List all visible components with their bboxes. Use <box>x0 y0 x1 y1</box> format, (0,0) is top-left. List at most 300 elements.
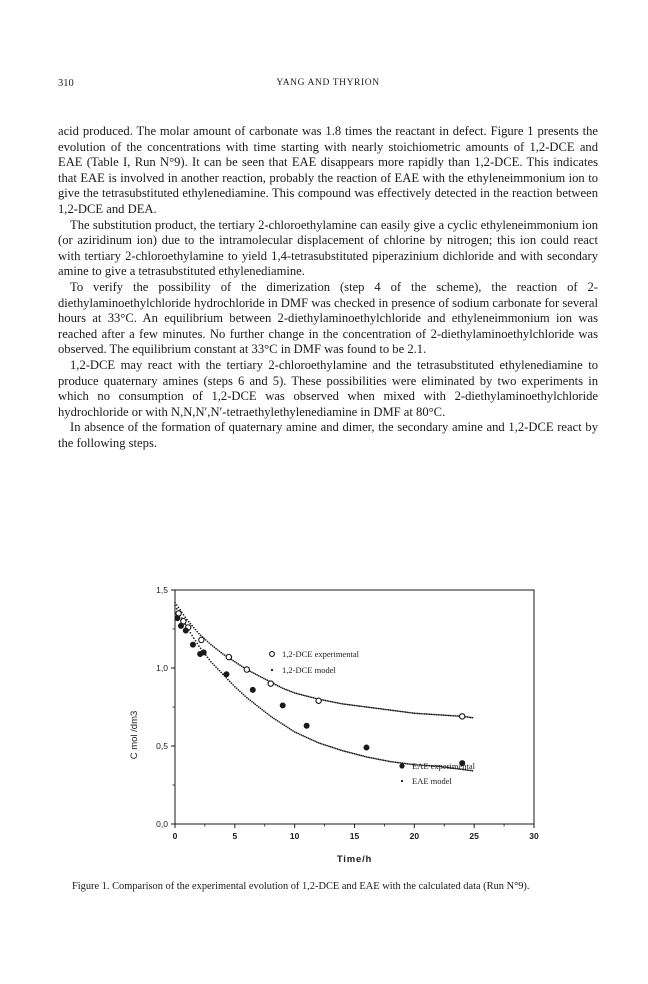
model-dot <box>251 701 253 703</box>
model-dot <box>188 621 190 623</box>
model-dot <box>309 696 311 698</box>
model-dot <box>210 644 212 646</box>
model-dot <box>277 685 279 687</box>
model-dot <box>272 717 274 719</box>
model-dot <box>357 754 359 756</box>
model-dot <box>434 714 436 716</box>
model-dot <box>265 679 267 681</box>
model-dot <box>443 714 445 716</box>
model-dot <box>384 760 386 762</box>
model-dot <box>326 700 328 702</box>
model-dot <box>330 746 332 748</box>
model-dot <box>407 711 409 713</box>
model-dot <box>190 623 192 625</box>
model-dot <box>420 713 422 715</box>
model-dot <box>278 686 280 688</box>
model-dot <box>290 691 292 693</box>
model-dot <box>306 695 308 697</box>
model-dot <box>405 763 407 765</box>
model-dot <box>323 744 325 746</box>
figure-1 <box>112 582 552 872</box>
model-dot <box>210 661 212 663</box>
model-dot <box>352 753 354 755</box>
model-dot <box>174 602 176 604</box>
y-tick-label: 0,5 <box>156 741 168 751</box>
eae-experimental-point <box>183 628 188 633</box>
model-dot <box>413 712 415 714</box>
model-dot <box>302 735 304 737</box>
model-dot <box>360 755 362 757</box>
paragraph-5: In absence of the formation of quaternary amine and dimer, the secondary amine and 1,2-DCE react by the following steps. <box>58 420 598 450</box>
model-dot <box>282 687 284 689</box>
model-dot <box>222 653 224 655</box>
page-header <box>58 78 598 94</box>
model-dot <box>196 631 198 633</box>
model-dot <box>393 761 395 763</box>
model-dot <box>263 710 265 712</box>
model-dot <box>321 743 323 745</box>
model-dot <box>299 733 301 735</box>
model-dot <box>364 706 366 708</box>
model-dot <box>217 668 219 670</box>
model-dot <box>285 726 287 728</box>
model-dot <box>466 716 468 718</box>
concentration-chart <box>112 582 552 872</box>
model-dot <box>470 717 472 719</box>
model-dot <box>190 632 192 634</box>
model-dot <box>229 681 231 683</box>
model-dot <box>360 705 362 707</box>
model-dot <box>275 719 277 721</box>
model-dot <box>343 750 345 752</box>
model-dot <box>313 740 315 742</box>
dce-experimental-point <box>244 667 249 672</box>
model-dot <box>289 690 291 692</box>
model-dot <box>290 729 292 731</box>
model-dot <box>366 706 368 708</box>
model-dot <box>232 684 234 686</box>
model-dot <box>213 646 215 648</box>
model-dot <box>429 713 431 715</box>
eae-experimental-point <box>175 615 180 620</box>
model-dot <box>191 635 193 637</box>
eae-experimental-point <box>304 723 309 728</box>
model-dot <box>432 714 434 716</box>
model-dot <box>191 625 193 627</box>
model-dot <box>287 689 289 691</box>
model-dot <box>236 662 238 664</box>
y-tick-label: 1,0 <box>156 663 168 673</box>
model-dot <box>424 713 426 715</box>
model-dot <box>326 745 328 747</box>
model-dot <box>403 711 405 713</box>
paragraph-4: 1,2-DCE may react with the tertiary 2-chloroethylamine and the tetrasubstituted ethylenediamine to produce quaternary amines (steps 6 and 5). These possibilities were eliminated by two experiments in which no consumption of 1,2-DCE was observed when mixed with 2-diethylaminoethylchloride hydrochloride or with N,N,N′,N′-tetraethylethylenediamine in DMF at 80°C. <box>58 357 598 419</box>
model-dot <box>431 714 433 716</box>
model-dot <box>335 748 337 750</box>
model-dot <box>371 757 373 759</box>
model-dot <box>325 700 327 702</box>
model-dot <box>472 717 474 719</box>
model-dot <box>307 696 309 698</box>
model-dot <box>200 648 202 650</box>
model-dot <box>422 713 424 715</box>
dce-experimental-point <box>268 681 273 686</box>
model-dot <box>419 713 421 715</box>
model-dot <box>398 762 400 764</box>
model-dot <box>237 663 239 665</box>
model-dot <box>410 712 412 714</box>
x-tick-label: 0 <box>172 831 178 841</box>
x-tick-label: 5 <box>232 831 238 841</box>
model-dot <box>400 711 402 713</box>
model-dot <box>196 643 198 645</box>
x-tick-label: 30 <box>529 831 539 841</box>
y-axis-label: C mol /dm3 <box>129 710 140 760</box>
model-dot <box>388 709 390 711</box>
model-dot <box>263 678 265 680</box>
model-dot <box>345 703 347 705</box>
model-dot <box>294 731 296 733</box>
model-dot <box>439 714 441 716</box>
model-dot <box>408 763 410 765</box>
model-dot <box>331 701 333 703</box>
model-dot <box>193 637 195 639</box>
model-dot <box>220 652 222 654</box>
model-dot <box>383 708 385 710</box>
model-dot <box>260 707 262 709</box>
model-dot <box>444 714 446 716</box>
model-dot <box>342 703 344 705</box>
model-dot <box>234 686 236 688</box>
model-dot <box>366 756 368 758</box>
model-dot <box>381 759 383 761</box>
model-dot <box>275 684 277 686</box>
legend-marker-filled <box>399 763 404 768</box>
eae-experimental-point <box>190 642 195 647</box>
model-dot <box>342 750 344 752</box>
model-dot <box>398 710 400 712</box>
model-dot <box>337 748 339 750</box>
model-dot <box>261 709 263 711</box>
model-dot <box>289 728 291 730</box>
model-dot <box>314 740 316 742</box>
model-dot <box>441 714 443 716</box>
paragraph-1: acid produced. The molar amount of carbonate was 1.8 times the reactant in defect. Figure 1 presents the evolution of the concentrations with time starting with nearly stoichiometric amounts of 1,2-DCE and EAE (Table I, Run N°9). It can be seen that EAE disappears more rapidly than 1,2-DCE. This indicates that EAE is involved in another reaction, probably the reaction of EAE with the ethyleneimmonium ion to give the tetrasubstituted ethylenediamine. This compound was effectively detected in the reaction between 1,2-DCE and DEA. <box>58 124 598 216</box>
model-dot <box>350 752 352 754</box>
model-dot <box>208 659 210 661</box>
model-dot <box>309 738 311 740</box>
model-dot <box>372 757 374 759</box>
model-dot <box>254 703 256 705</box>
model-dot <box>319 743 321 745</box>
model-dot <box>241 665 243 667</box>
model-dot <box>304 695 306 697</box>
model-dot <box>212 645 214 647</box>
model-dot <box>386 709 388 711</box>
model-dot <box>367 756 369 758</box>
model-dot <box>349 752 351 754</box>
model-dot <box>391 709 393 711</box>
model-dot <box>372 707 374 709</box>
model-dot <box>335 702 337 704</box>
eae-experimental-point <box>250 687 255 692</box>
x-tick-label: 15 <box>349 831 360 841</box>
model-dot <box>297 733 299 735</box>
model-dot <box>287 727 289 729</box>
legend-marker-dot <box>401 780 403 782</box>
model-dot <box>251 671 253 673</box>
model-dot <box>338 702 340 704</box>
model-dot <box>248 698 250 700</box>
model-dot <box>367 706 369 708</box>
model-dot <box>243 666 245 668</box>
model-dot <box>285 689 287 691</box>
model-dot <box>369 707 371 709</box>
model-dot <box>195 640 197 642</box>
model-dot <box>347 751 349 753</box>
model-dot <box>219 650 221 652</box>
model-dot <box>266 679 268 681</box>
model-dot <box>268 714 270 716</box>
model-dot <box>217 649 219 651</box>
legend-label: 1,2-DCE model <box>282 665 336 675</box>
model-dot <box>219 670 221 672</box>
model-dot <box>340 749 342 751</box>
model-dot <box>224 654 226 656</box>
eae-experimental-point <box>364 745 369 750</box>
model-dot <box>266 713 268 715</box>
y-tick-label: 1,5 <box>156 585 168 595</box>
model-dot <box>193 627 195 629</box>
model-dot <box>302 694 304 696</box>
model-dot <box>195 629 197 631</box>
model-dot <box>239 691 241 693</box>
model-dot <box>246 697 248 699</box>
model-dot <box>395 761 397 763</box>
figure-caption: Figure 1. Comparison of the experimental evolution of 1,2-DCE and EAE with the calculated data (Run N°9). <box>72 881 530 892</box>
legend-marker-dot <box>271 669 273 671</box>
legend-label: EAE experimental <box>412 761 476 771</box>
model-dot <box>314 697 316 699</box>
legend-label: EAE model <box>412 776 452 786</box>
model-dot <box>265 711 267 713</box>
model-dot <box>307 737 309 739</box>
model-dot <box>359 754 361 756</box>
model-dot <box>215 666 217 668</box>
model-dot <box>278 721 280 723</box>
model-dot <box>451 715 453 717</box>
paragraph-2: The substitution product, the tertiary 2-chloroethylamine can easily give a cyclic ethyleneimmonium ion (or aziridinum ion) due to the intramolecular displacement of chlorine by nitrogen; this ion could react with tertiary 2-chloroethylamine to yield 1,4-tetrasubstituted piperazinium dichloride and with secondary amine to give a tetrasubstituted ethylenediamine. <box>58 217 598 279</box>
model-dot <box>412 712 414 714</box>
model-dot <box>379 708 381 710</box>
model-dot <box>249 699 251 701</box>
model-dot <box>455 715 457 717</box>
model-dot <box>393 710 395 712</box>
model-dot <box>304 736 306 738</box>
model-dot <box>280 722 282 724</box>
model-dot <box>253 672 255 674</box>
model-dot <box>296 693 298 695</box>
model-dot <box>388 760 390 762</box>
model-dot <box>277 720 279 722</box>
model-dot <box>237 689 239 691</box>
model-dot <box>207 641 209 643</box>
model-dot <box>176 608 178 610</box>
model-dot <box>446 715 448 717</box>
model-dot <box>311 697 313 699</box>
model-dot <box>448 715 450 717</box>
model-dot <box>260 676 262 678</box>
model-dot <box>212 663 214 665</box>
model-dot <box>301 694 303 696</box>
model-dot <box>407 763 409 765</box>
model-dot <box>207 656 209 658</box>
model-dot <box>234 661 236 663</box>
model-dot <box>381 708 383 710</box>
legend-label: 1,2-DCE experimental <box>282 649 359 659</box>
model-dot <box>176 604 178 606</box>
model-dot <box>284 724 286 726</box>
model-dot <box>220 672 222 674</box>
model-dot <box>331 746 333 748</box>
model-dot <box>395 710 397 712</box>
eae-experimental-point <box>224 672 229 677</box>
model-dot <box>311 739 313 741</box>
model-dot <box>328 745 330 747</box>
model-dot <box>468 716 470 718</box>
model-dot <box>323 699 325 701</box>
model-dot <box>316 741 318 743</box>
model-dot <box>427 713 429 715</box>
model-dot <box>198 645 200 647</box>
model-dot <box>347 704 349 706</box>
model-dot <box>333 701 335 703</box>
model-dot <box>258 675 260 677</box>
model-dot <box>205 639 207 641</box>
body-text <box>58 124 598 451</box>
model-dot <box>437 714 439 716</box>
model-dot <box>273 718 275 720</box>
model-dot <box>364 756 366 758</box>
dce-experimental-point <box>199 637 204 642</box>
y-tick-label: 0,0 <box>156 819 168 829</box>
x-tick-label: 10 <box>289 831 300 841</box>
eae-experimental-point <box>178 623 183 628</box>
model-dot <box>405 711 407 713</box>
model-dot <box>384 709 386 711</box>
model-dot <box>292 691 294 693</box>
model-dot <box>299 693 301 695</box>
model-dot <box>296 732 298 734</box>
model-dot <box>325 744 327 746</box>
page-number: 310 <box>58 78 74 89</box>
model-dot <box>215 648 217 650</box>
model-dot <box>456 715 458 717</box>
model-dot <box>379 759 381 761</box>
model-dot <box>282 723 284 725</box>
model-dot <box>453 715 455 717</box>
model-dot <box>362 755 364 757</box>
model-dot <box>345 751 347 753</box>
model-dot <box>378 758 380 760</box>
model-dot <box>340 703 342 705</box>
model-dot <box>213 664 215 666</box>
model-dot <box>174 605 176 607</box>
model-dot <box>396 762 398 764</box>
model-dot <box>371 707 373 709</box>
model-dot <box>243 694 245 696</box>
model-dot <box>357 705 359 707</box>
model-dot <box>313 697 315 699</box>
plot-frame <box>175 590 534 824</box>
model-dot <box>297 693 299 695</box>
model-dot <box>338 749 340 751</box>
model-dot <box>386 760 388 762</box>
paragraph-3: To verify the possibility of the dimerization (step 4 of the scheme), the reaction of 2-diethylaminoethylchloride hydrochloride in DMF was checked in presence of sodium carbonate for several hours at 33°C. An equilibrium between 2-diethylaminoethylchloride and ethyleneimmonium ion was reached after a few minutes. No further change in the concentration of 2-diethylaminoethylchloride was observed. The equilibrium constant at 33°C in DMF was found to be 2.1. <box>58 279 598 357</box>
model-dot <box>178 607 180 609</box>
model-dot <box>359 705 361 707</box>
model-dot <box>183 614 185 616</box>
model-dot <box>330 701 332 703</box>
model-dot <box>270 716 272 718</box>
model-dot <box>301 734 303 736</box>
model-dot <box>254 673 256 675</box>
model-dot <box>280 687 282 689</box>
model-dot <box>415 713 417 715</box>
model-dot <box>253 702 255 704</box>
model-dot <box>390 709 392 711</box>
model-dot <box>352 704 354 706</box>
model-dot <box>261 677 263 679</box>
model-dot <box>436 714 438 716</box>
x-axis-label: Time/h <box>336 854 373 865</box>
model-dot <box>236 687 238 689</box>
model-dot <box>328 700 330 702</box>
model-dot <box>378 708 380 710</box>
model-dot <box>227 679 229 681</box>
model-dot <box>306 737 308 739</box>
model-dot <box>256 705 258 707</box>
model-dot <box>408 712 410 714</box>
dce-experimental-point <box>460 714 465 719</box>
model-dot <box>349 704 351 706</box>
model-dot <box>355 753 357 755</box>
model-dot <box>244 695 246 697</box>
model-dot <box>294 692 296 694</box>
running-title: YANG AND THYRION <box>276 78 380 88</box>
eae-experimental-point <box>280 703 285 708</box>
model-dot <box>208 642 210 644</box>
dce-experimental-point <box>226 654 231 659</box>
model-dot <box>402 711 404 713</box>
model-dot <box>292 730 294 732</box>
model-dot <box>374 707 376 709</box>
x-tick-label: 25 <box>469 831 479 841</box>
model-dot <box>376 707 378 709</box>
model-dot <box>318 742 320 744</box>
model-dot <box>355 705 357 707</box>
model-dot <box>337 702 339 704</box>
model-dot <box>198 633 200 635</box>
model-dot <box>200 634 202 636</box>
model-dot <box>449 715 451 717</box>
model-dot <box>184 616 186 618</box>
model-dot <box>390 761 392 763</box>
model-dot <box>417 713 419 715</box>
model-dot <box>232 660 234 662</box>
model-dot <box>396 710 398 712</box>
legend-marker-open <box>270 652 275 657</box>
